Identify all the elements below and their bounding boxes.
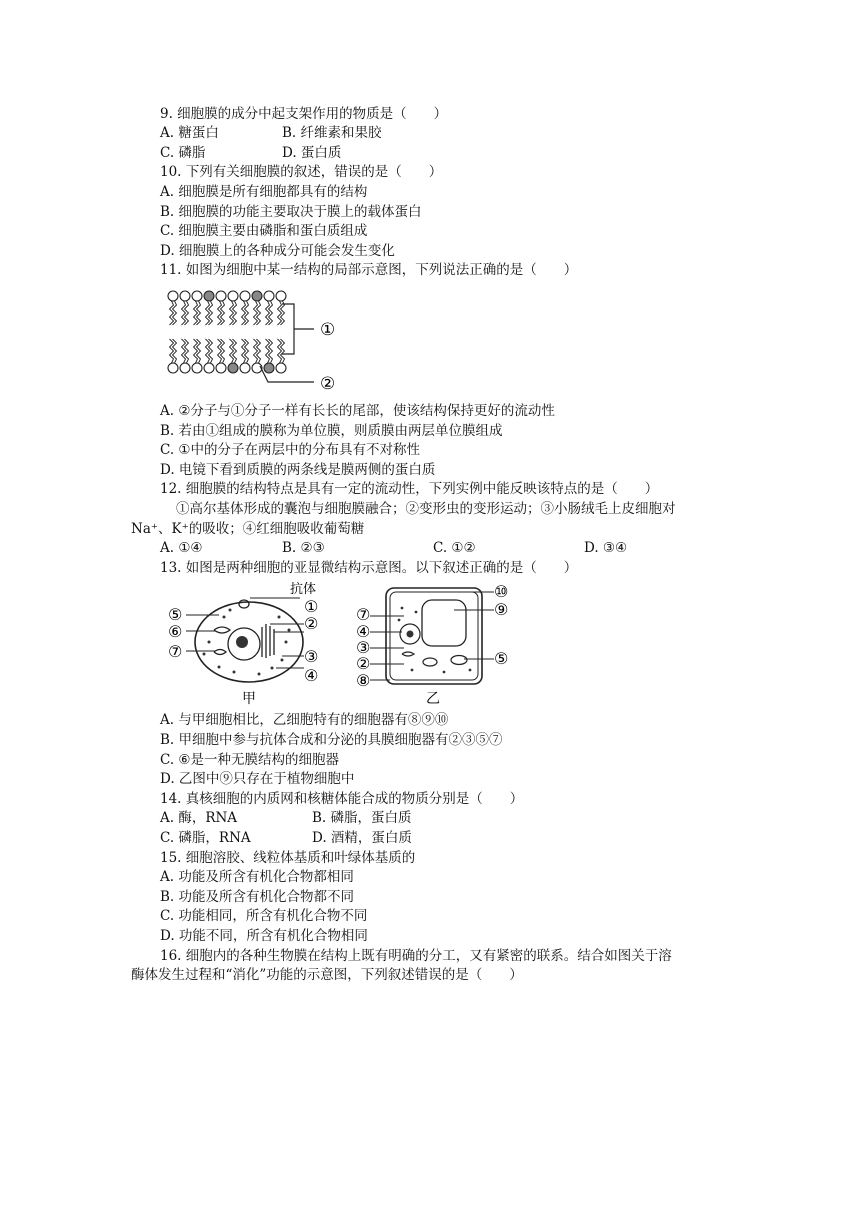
phospholipid-head xyxy=(276,363,286,373)
phospholipid-tail xyxy=(242,301,246,325)
q14-stem: 14. 真核细胞的内质网和核糖体能合成的物质分别是（ ） xyxy=(160,791,524,807)
phospholipid-tail xyxy=(278,339,282,363)
phospholipid-head xyxy=(240,291,250,301)
phospholipid-tail xyxy=(242,339,246,363)
cell-structure-figure xyxy=(164,582,524,707)
q11-option-d: D. 电镜下看到质膜的两条线是膜两侧的蛋白质 xyxy=(160,462,436,478)
q13-stem: 13. 如图是两种细胞的亚显微结构示意图。以下叙述正确的是（ ） xyxy=(160,560,578,576)
phospholipid-tail xyxy=(266,339,270,363)
animal-cell-label-right-4: ④ xyxy=(304,666,319,685)
q11-option-b: B. 若由①组成的膜称为单位膜，则质膜由两层单位膜组成 xyxy=(160,423,503,439)
plant-cell-label-right-1: ⑩ xyxy=(494,582,509,601)
q14-option-d: D. 酒精，蛋白质 xyxy=(312,830,412,846)
plant-cell-label-left-1: ⑦ xyxy=(356,605,371,624)
q15-option-c: C. 功能相同，所含有机化合物不同 xyxy=(160,908,368,924)
q10-option-d: D. 细胞膜上的各种成分可能会发生变化 xyxy=(160,243,395,259)
q10-option-a: A. 细胞膜是所有细胞都具有的结构 xyxy=(160,184,368,200)
phospholipid-tail xyxy=(194,339,198,363)
q15-option-d: D. 功能不同，所含有机化合物相同 xyxy=(160,928,368,944)
phospholipid-head xyxy=(228,291,238,301)
q13-option-b: B. 甲细胞中参与抗体合成和分泌的具膜细胞器有②③⑤⑦ xyxy=(160,732,503,748)
plant-cell-label-left-2: ④ xyxy=(356,622,371,641)
phospholipid-head xyxy=(192,291,202,301)
phospholipid-tail xyxy=(206,301,210,325)
q12-stem: 12. 细胞膜的结构特点是具有一定的流动性，下列实例中能反映该特点的是（ ） xyxy=(160,481,659,497)
phospholipid-head xyxy=(264,291,274,301)
phospholipid-tail xyxy=(218,339,222,363)
q13-option-a: A. 与甲细胞相比，乙细胞特有的细胞器有⑧⑨⑩ xyxy=(160,712,449,728)
phospholipid-head xyxy=(264,363,274,373)
phospholipid-tail xyxy=(278,301,282,325)
phospholipid-head xyxy=(204,291,214,301)
q15-stem: 15. 细胞溶胶、线粒体基质和叶绿体基质的 xyxy=(160,850,416,866)
q9-option-b: B. 纤维素和果胶 xyxy=(282,125,382,141)
q10-stem: 10. 下列有关细胞膜的叙述，错误的是（ ） xyxy=(160,164,443,180)
q14-option-a: A. 酶，RNA xyxy=(160,810,238,826)
phospholipid-head xyxy=(192,363,202,373)
q9-stem: 9. 细胞膜的成分中起支架作用的物质是（ ） xyxy=(160,106,448,122)
q9-option-d: D. 蛋白质 xyxy=(282,145,342,161)
phospholipid-tail xyxy=(254,339,258,363)
animal-cell-label-right-3: ③ xyxy=(304,647,319,666)
phospholipid-tail xyxy=(194,301,198,325)
plant-cell-caption: 乙 xyxy=(426,691,440,707)
fig-label-1: ① xyxy=(320,320,336,340)
phospholipid-tail xyxy=(170,301,174,325)
phospholipid-tail xyxy=(206,339,210,363)
phospholipid-head xyxy=(252,291,262,301)
phospholipid-head xyxy=(180,291,190,301)
q9-option-a: A. 糖蛋白 xyxy=(160,125,219,141)
plant-cell-diagram xyxy=(356,582,508,707)
q15-option-b: B. 功能及所含有机化合物都不同 xyxy=(160,889,355,905)
q16-stem-line-2: 酶体发生过程和“消化”功能的示意图，下列叙述错误的是（ ） xyxy=(131,967,523,983)
phospholipid-tail xyxy=(170,339,174,363)
q12-detail-line-2: Na⁺、K⁺的吸收；④红细胞吸收葡萄糖 xyxy=(131,521,365,537)
q14-option-c: C. 磷脂，RNA xyxy=(160,830,251,846)
q10-option-c: C. 细胞膜主要由磷脂和蛋白质组成 xyxy=(160,223,368,239)
q12-option-c: C. ①② xyxy=(433,540,476,556)
phospholipid-tail xyxy=(218,301,222,325)
phospholipid-head xyxy=(204,363,214,373)
plant-cell-label-left-3: ③ xyxy=(356,638,371,657)
phospholipid-head xyxy=(276,291,286,301)
membrane-bilayer-figure xyxy=(164,286,364,396)
animal-cell-label-left-3: ⑦ xyxy=(168,642,183,661)
q13-option-d: D. 乙图中⑨只存在于植物细胞中 xyxy=(160,771,355,787)
fig-label-2: ② xyxy=(320,374,336,394)
animal-cell-caption: 甲 xyxy=(242,691,256,707)
phospholipid-head xyxy=(216,291,226,301)
antibody-label: 抗体 xyxy=(290,582,317,597)
q12-option-a: A. ①④ xyxy=(160,540,203,556)
animal-cell-label-left-1: ⑤ xyxy=(168,605,183,624)
q14-option-b: B. 磷脂，蛋白质 xyxy=(312,810,412,826)
phospholipid-head xyxy=(228,363,238,373)
q16-stem-line-1: 16. 细胞内的各种生物膜在结构上既有明确的分工，又有紧密的联系。结合如图关于溶 xyxy=(160,948,672,964)
phospholipid-head xyxy=(180,363,190,373)
q11-option-a: A. ②分子与①分子一样有长长的尾部，使该结构保持更好的流动性 xyxy=(160,403,555,419)
phospholipid-tail xyxy=(182,339,186,363)
animal-cell-diagram xyxy=(168,582,318,707)
q12-detail-line-1: ①高尔基体形成的囊泡与细胞膜融合；②变形虫的变形运动；③小肠绒毛上皮细胞对 xyxy=(176,501,676,517)
q10-option-b: B. 细胞膜的功能主要取决于膜上的载体蛋白 xyxy=(160,204,422,220)
q15-option-a: A. 功能及所含有机化合物都相同 xyxy=(160,869,354,885)
q9-option-c: C. 磷脂 xyxy=(160,145,206,161)
phospholipid-head xyxy=(216,363,226,373)
q11-stem: 11. 如图为细胞中某一结构的局部示意图，下列说法正确的是（ ） xyxy=(160,262,578,278)
q12-option-b: B. ②③ xyxy=(282,540,325,556)
phospholipid-head xyxy=(240,363,250,373)
animal-cell-label-right-2: ② xyxy=(304,614,319,633)
animal-cell-label-right-1: ① xyxy=(304,597,319,616)
phospholipid-tail xyxy=(182,301,186,325)
animal-cell-label-left-2: ⑥ xyxy=(168,622,183,641)
phospholipid-tail xyxy=(230,301,234,325)
q12-option-d: D. ③④ xyxy=(584,540,628,556)
q13-option-c: C. ⑥是一种无膜结构的细胞器 xyxy=(160,752,340,768)
phospholipid-tail xyxy=(266,301,270,325)
plant-cell-label-left-5: ⑧ xyxy=(356,671,371,690)
plant-cell-label-right-2: ⑨ xyxy=(494,600,509,619)
phospholipid-head xyxy=(168,363,178,373)
plant-cell-label-right-3: ⑤ xyxy=(494,649,509,668)
phospholipid-tail xyxy=(254,301,258,325)
phospholipid-head xyxy=(168,291,178,301)
plant-cell-label-left-4: ② xyxy=(356,654,371,673)
phospholipid-tail xyxy=(230,339,234,363)
q11-option-c: C. ①中的分子在两层中的分布具有不对称性 xyxy=(160,442,421,458)
